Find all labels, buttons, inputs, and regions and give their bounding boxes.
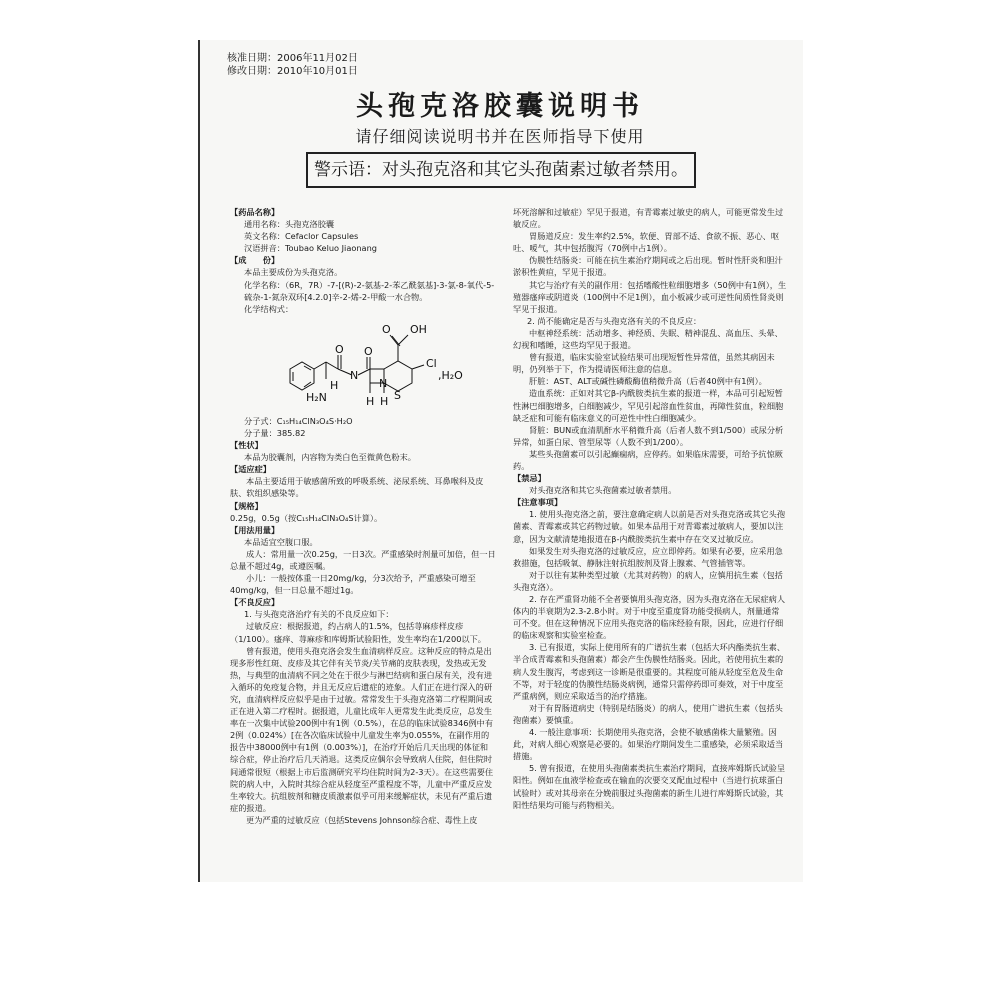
label-cl: Cl xyxy=(426,356,437,370)
label-h-alpha: H xyxy=(330,378,339,392)
paragraph: 本品主要适用于敏感菌所致的呼吸系统、泌尿系统、耳鼻喉科及皮肤、软组织感染等。 xyxy=(230,476,484,499)
document-subtitle: 请仔细阅读说明书并在医师指导下使用 xyxy=(355,127,645,146)
paragraph: 肾脏：BUN或血清肌酐水平稍微升高（后者人数不到1/500）或尿分析异常，如蛋白尿、管型尿等（人数不到1/200）。 xyxy=(513,424,784,447)
paragraph: 过敏反应：根据报道，约占病人的1.5%，包括荨麻疹样皮疹（1/100）。瘙痒、荨麻疹和库姆斯试验阳性，发生率均在1/200以下。 xyxy=(230,621,486,644)
section-heading: 【性状】 xyxy=(230,440,263,451)
approval-date: 核准日期：2006年11月02日 xyxy=(227,53,358,64)
revision-date: 修改日期：2010年10月01日 xyxy=(227,66,358,77)
section-heading: 【适应症】 xyxy=(230,464,271,475)
label-oh: OH xyxy=(410,322,427,336)
section-heading: 【注意事项】 xyxy=(513,497,563,508)
section-heading: 【药品名称】 xyxy=(230,207,280,217)
paragraph: 更为严重的过敏反应（包括Stevens Johnson综合症、毒性上皮 xyxy=(246,814,478,825)
document-title: 头孢克洛胶囊说明书 xyxy=(356,91,644,122)
paragraph: 1. 使用头孢克洛之前，要注意确定病人以前是否对头孢克洛或其它头孢菌素、青霉素或其它药物过敏。如果本品用于对青霉素过敏病人，要加以注意，因为文献清楚地报道在β-内酰胺类抗生素中存在交叉过敏反应。 xyxy=(513,509,786,544)
label-s: S xyxy=(394,388,401,402)
paragraph: 其它与治疗有关的副作用：包括嗜酸性粒细胞增多（50例中有1例），生殖器瘙痒或阴道炎（100例中不足1例），血小板减少或可逆性间质性肾炎则罕见于报道。 xyxy=(513,279,787,314)
paragraph: 3. 已有报道，实际上使用所有的广谱抗生素（包括大环内酯类抗生素、半合成青霉素和头孢菌素）都会产生伪膜性结肠炎。因此，若使用抗生素的病人发生腹泻，考虑到这一诊断是很重要的。其程度可能从轻度至危及生命不等，对于轻度的伪膜性结肠炎病例，通常只需停药即可奏效，对于中度至严重病例，则应采取适当的治疗措施。 xyxy=(513,642,786,701)
label-h-left: H xyxy=(366,394,375,408)
paragraph: 英文名称：Cefaclor Capsules xyxy=(244,231,359,242)
paragraph: 化学结构式： xyxy=(244,303,294,314)
warning-box: 警示语：对头孢克洛和其它头孢菌素过敏者禁用。 xyxy=(306,152,696,188)
label-o-amide: O xyxy=(335,342,344,356)
label-h-right: H xyxy=(380,394,389,408)
paragraph: 2. 存在严重肾功能不全者要慎用头孢克洛，因为头孢克洛在无尿症病人体内的半衰期为2.3-2.8小时。对于中度至重度肾功能受损病人，剂量通常可不变。但在这种情况下应用头孢克洛的临床经验有限，因此，应进行仔细的临床观察和实验室检查。 xyxy=(513,594,786,641)
paragraph: 本品为胶囊剂，内容物为类白色至微黄色粉末。 xyxy=(244,452,416,463)
right-column xyxy=(513,206,787,811)
label-water: ,H₂O xyxy=(438,368,463,382)
paragraph: 如果发生对头孢克洛的过敏反应，应立即停药。如果有必要，应采用急救措施，包括吸氧、静脉注射抗组胺剂及肾上腺素、气管插管等。 xyxy=(513,545,783,568)
label-o-lactam: O xyxy=(364,344,373,358)
paragraph: 通用名称：头孢克洛胶囊 xyxy=(244,219,335,230)
paragraph: 成人：常用量一次0.25g，一日3次。严重感染时剂量可加倍，但一日总量不超过4g，或遵医嘱。 xyxy=(230,548,496,571)
paragraph: 4. 一般注意事项：长期使用头孢克洛，会使不敏感菌株大量繁殖。因此，对病人细心观察是必要的。如果治疗期间发生二重感染，必须采取适当措施。 xyxy=(513,727,784,762)
paragraph: 伪膜性结肠炎：可能在抗生素治疗期间或之后出现。暂时性肝炎和胆汁淤积性黄疸，罕见于报道。 xyxy=(513,255,783,278)
paragraph: 小儿：一般按体重一日20mg/kg，分3次给予，严重感染可增至40mg/kg，但一日总量不超过1g。 xyxy=(230,573,476,596)
label-nh: N xyxy=(350,368,359,382)
paragraph: 对于以往有某种类型过敏（尤其对药物）的病人，应慎用抗生素（包括头孢克洛）。 xyxy=(513,569,783,592)
section-heading: 【规格】 xyxy=(230,500,263,511)
paragraph: 本品主要成份为头孢克洛。 xyxy=(244,267,343,278)
paragraph: 曾有报道，临床实验室试验结果可出现短暂性异常值，虽然其病因未明，仍列举于下，作为提请医师注意的信息。 xyxy=(513,352,775,375)
section-heading: 【成 份】 xyxy=(230,255,280,266)
label-h2n: H₂N xyxy=(306,390,327,404)
paragraph: 汉语拼音：Toubao Keluo Jiaonang xyxy=(244,243,377,254)
paragraph: 分子量：385.82 xyxy=(244,427,306,438)
paragraph: 分子式：C₁₅H₁₄ClN₃O₄S·H₂O xyxy=(244,415,353,426)
label-n-ring: N xyxy=(379,376,388,390)
paragraph: 1. 与头孢克洛治疗有关的不良反应如下： xyxy=(244,609,394,620)
paragraph: 某些头孢菌素可以引起癫痫病，应停药。如果临床需要，可给予抗惊厥药。 xyxy=(513,448,783,471)
paragraph: 肝脏：AST、ALT或碱性磷酸酶值稍微升高（后者40例中有1例）。 xyxy=(529,376,767,387)
paragraph: 曾有报道，使用头孢克洛会发生血清病样反应。这种反应的特点是出现多形性红斑、皮疹及其它伴有关节炎/关节痛的皮肤表现，发热或无发热，与典型的血清病不同之处在于很少与淋巴结病和蛋白尿有关，没有进入循环的免疫复合物，并且无反应后遗症的迹象。人们正在进行深入的研究，血清病样反应似乎是由于过敏。常常发生于头孢克洛第二疗程期间或正在进入第二疗程时。据报道，儿童比成年人更常发生此类反应，总发生率在一次集中试验200例中有1例（0.5%），在总的临床试验8346例中有2例（0.024%）[在各次临床试验中儿童发生率为0.055%，在副作用的报告中38000例中有1例（0.003%）]，在治疗开始后几天出现的体征和综合症，停止治疗后几天消退。这类反应偶尔会导致病人住院，但住院时间通常很短（根据上市后监测研究平均住院时间为2-3天）。在这些需要住院的病人中，入院时其综合症从轻度至严重程度不等，儿童中严重反应发生率较大。抗组胺剂和糖皮质激素似乎可用来缓解症状，未见有严重后遗症的报道。 xyxy=(230,645,494,813)
paragraph: 本品适宜空腹口服。 xyxy=(244,536,318,547)
section-heading: 【用法用量】 xyxy=(230,524,280,535)
paragraph: 胃肠道反应：发生率约2.5%，软便、胃部不适、食欲不振、恶心、呕吐、嗳气，其中包括腹泻（70例中占1例）。 xyxy=(513,231,780,254)
paragraph: 2. 尚不能确定是否与头孢克洛有关的不良反应： xyxy=(527,315,702,326)
paragraph: 化学名称：（6R，7R）-7-[(R)-2-氨基-2-苯乙酰氨基]-3-氯-8-氧代-5-硫杂-1-氮杂双环[4.2.0]辛-2-烯-2-甲酸一水合物。 xyxy=(244,279,495,302)
paragraph: 中枢神经系统：活动增多、神经质、失眠、精神混乱、高血压、头晕、幻视和嗜睡，这些均罕见于报道。 xyxy=(513,327,783,351)
section-heading: 【禁忌】 xyxy=(513,473,546,484)
paragraph: 造血系统：正如对其它β-内酰胺类抗生素的报道一样，本品可引起短暂性淋巴细胞增多，白细胞减少，罕见引起溶血性贫血，再障性贫血，粒细胞缺乏症和可能有临床意义的可逆性中性白细胞减少。 xyxy=(513,388,784,423)
chemical-structure-diagram xyxy=(260,317,463,413)
paragraph: 0.25g，0.5g（按C₁₅H₁₄ClN₃O₄S计算）。 xyxy=(230,512,383,523)
paragraph: 对头孢克洛和其它头孢菌素过敏者禁用。 xyxy=(529,485,677,496)
paragraph: 5. 曾有报道，在使用头孢菌素类抗生素治疗期间，直接库姆斯氏试验呈阳性。例如在血液学检查或在输血的次要交叉配血过程中（当进行抗球蛋白试验时）或对其母亲在分娩前服过头孢菌素的新生儿进行库姆斯氏试验，其阳性结果均可能与药物相关。 xyxy=(513,763,786,810)
left-column xyxy=(230,206,496,826)
section-heading: 【不良反应】 xyxy=(230,597,280,608)
date-info xyxy=(227,52,358,78)
paragraph: 坏死溶解和过敏症）罕见于报道，有青霉素过敏史的病人，可能更常发生过敏反应。 xyxy=(513,207,784,230)
paragraph: 对于有胃肠道病史（特别是结肠炎）的病人，使用广谱抗生素（包括头孢菌素）要慎重。 xyxy=(513,702,783,725)
label-o-acid: O xyxy=(382,322,391,336)
